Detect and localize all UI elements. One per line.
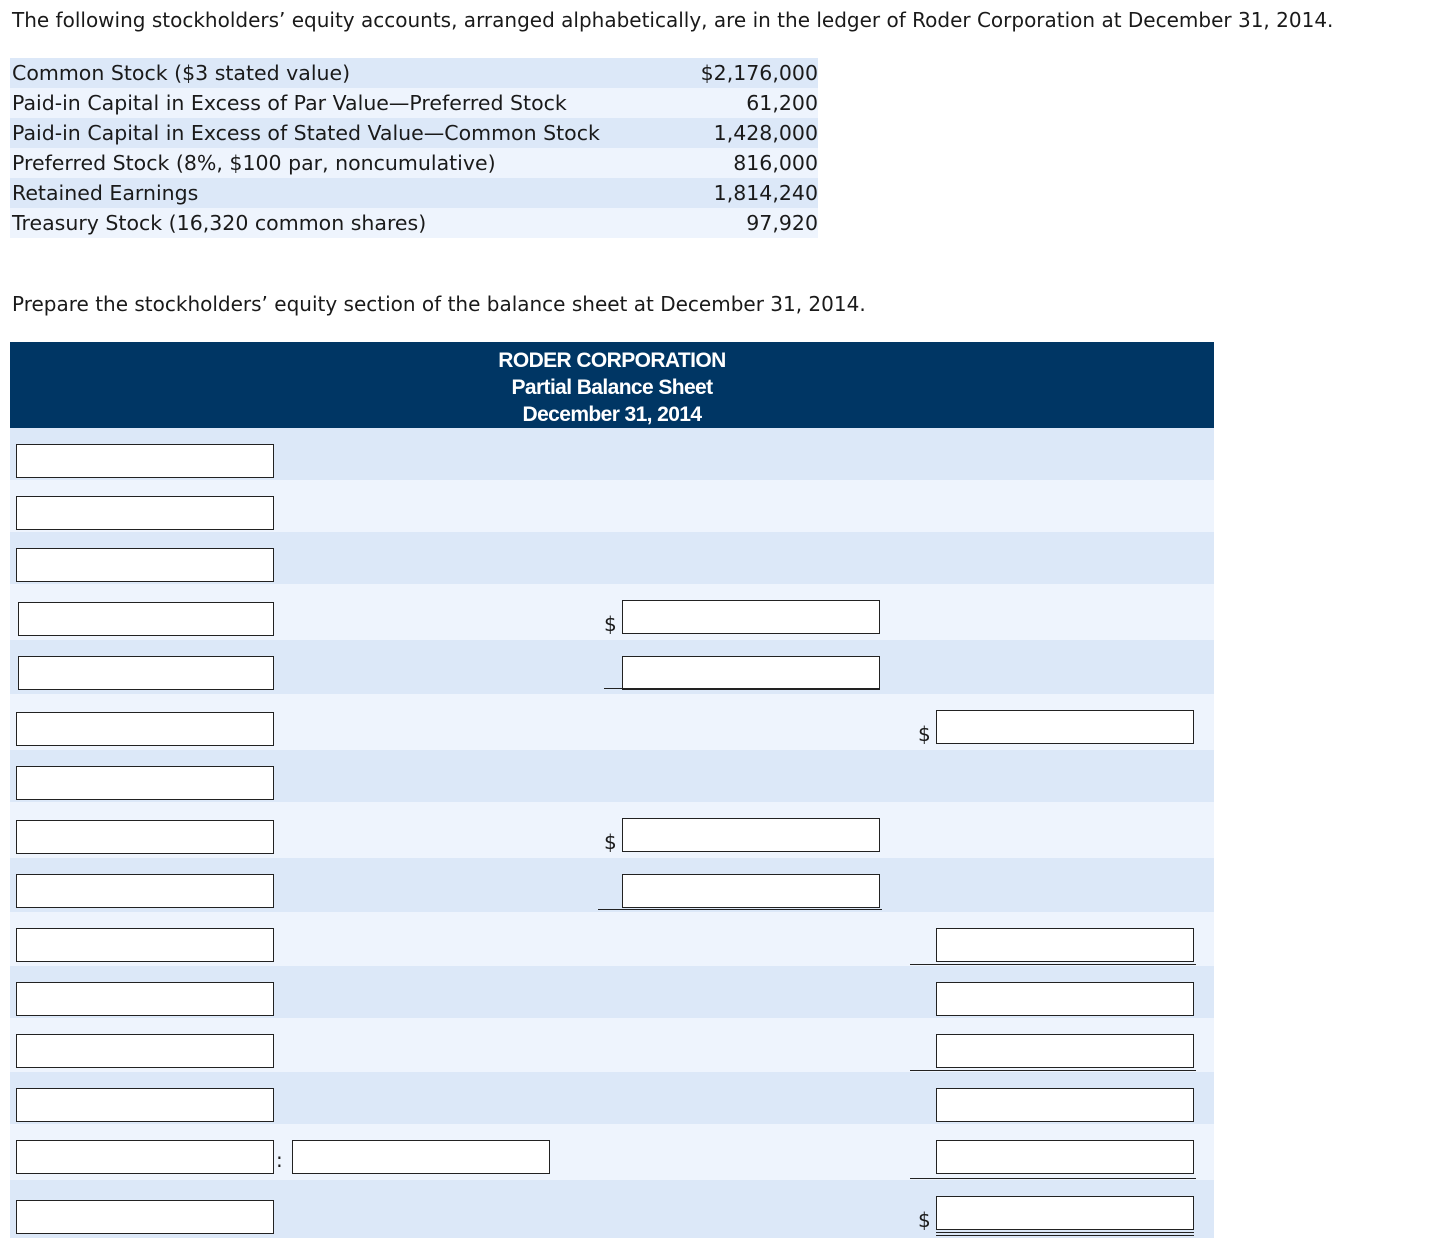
ledger-table: [10, 58, 818, 238]
form-rows: [10, 428, 1214, 1238]
ledger-row: [10, 208, 818, 238]
form-row: [10, 640, 1214, 694]
form-row: [10, 1072, 1214, 1124]
ledger-amount: 816,000: [733, 151, 818, 175]
amount-input[interactable]: [622, 656, 880, 690]
form-row: [10, 858, 1214, 912]
account-label-input[interactable]: [16, 1034, 274, 1068]
ledger-account: Treasury Stock (16,320 common shares): [12, 211, 427, 235]
form-row: [10, 966, 1214, 1018]
account-label-input[interactable]: [16, 1088, 274, 1122]
ledger-account: Preferred Stock (8%, $100 par, noncumulative): [12, 151, 496, 175]
underline: [910, 964, 1196, 965]
sheet-header: [10, 342, 1214, 428]
form-row: [10, 532, 1214, 584]
form-row: [10, 1180, 1214, 1238]
intro-text: The following stockholders’ equity accounts, arranged alphabetically, are in the ledger of Roder Corporation at December 31, 2014.: [12, 8, 1334, 32]
account-label-input[interactable]: [16, 766, 274, 800]
dollar-sign: $: [604, 830, 617, 854]
subtotal-input[interactable]: [936, 982, 1194, 1016]
ledger-amount: 1,428,000: [713, 121, 818, 145]
form-row: [10, 428, 1214, 480]
account-label-input[interactable]: [16, 496, 274, 530]
subtotal-input[interactable]: [936, 710, 1194, 744]
account-label-input[interactable]: [16, 928, 274, 962]
company-name: RODER CORPORATION: [498, 349, 726, 372]
account-label-input[interactable]: [18, 656, 274, 690]
ledger-row: [10, 178, 818, 208]
account-label-input[interactable]: [16, 820, 274, 854]
subtotal-input[interactable]: [936, 1140, 1194, 1174]
account-label-input[interactable]: [16, 874, 274, 908]
ledger-account: Paid-in Capital in Excess of Par Value—Preferred Stock: [12, 91, 567, 115]
less-detail-input[interactable]: [292, 1140, 550, 1174]
ledger-account: Common Stock ($3 stated value): [12, 61, 351, 85]
form-row: [10, 584, 1214, 640]
dollar-sign: $: [918, 1208, 931, 1232]
ledger-amount: 97,920: [746, 211, 818, 235]
form-row: [10, 694, 1214, 750]
subtotal-input[interactable]: [936, 1088, 1194, 1122]
dollar-sign: $: [604, 612, 617, 636]
account-label-input[interactable]: [16, 1200, 274, 1234]
account-label-input[interactable]: [16, 1140, 274, 1174]
double-underline: [936, 1232, 1194, 1236]
balance-sheet-form: [10, 342, 1214, 1238]
account-label-input[interactable]: [16, 444, 274, 478]
sheet-title: Partial Balance Sheet: [511, 376, 713, 399]
amount-input[interactable]: [622, 600, 880, 634]
ledger-account: Retained Earnings: [12, 181, 199, 205]
underline: [910, 1178, 1196, 1179]
amount-input[interactable]: [622, 818, 880, 852]
amount-input[interactable]: [622, 874, 880, 908]
ledger-row: [10, 88, 818, 118]
account-label-input[interactable]: [16, 548, 274, 582]
form-row: [10, 750, 1214, 802]
account-label-input[interactable]: [18, 602, 274, 636]
ledger-row: [10, 58, 818, 88]
ledger-amount: $2,176,000: [700, 61, 818, 85]
form-row: [10, 480, 1214, 532]
prompt-text: Prepare the stockholders’ equity section of the balance sheet at December 31, 2014.: [12, 292, 866, 316]
underline: [910, 1070, 1196, 1071]
form-row: [10, 1018, 1214, 1072]
account-label-input[interactable]: [16, 982, 274, 1016]
underline: [604, 688, 880, 689]
sheet-date: December 31, 2014: [522, 403, 702, 426]
ledger-amount: 1,814,240: [713, 181, 818, 205]
ledger-row: [10, 118, 818, 148]
ledger-account: Paid-in Capital in Excess of Stated Value—Common Stock: [12, 121, 600, 145]
account-label-input[interactable]: [16, 712, 274, 746]
subtotal-input[interactable]: [936, 1034, 1194, 1068]
dollar-sign: $: [918, 722, 931, 746]
total-input[interactable]: [936, 1196, 1194, 1230]
form-row: [10, 1124, 1214, 1180]
colon-separator: :: [276, 1148, 283, 1172]
form-row: [10, 802, 1214, 858]
subtotal-input[interactable]: [936, 928, 1194, 962]
ledger-row: [10, 148, 818, 178]
underline: [598, 909, 882, 910]
ledger-amount: 61,200: [746, 91, 818, 115]
form-row: [10, 912, 1214, 966]
